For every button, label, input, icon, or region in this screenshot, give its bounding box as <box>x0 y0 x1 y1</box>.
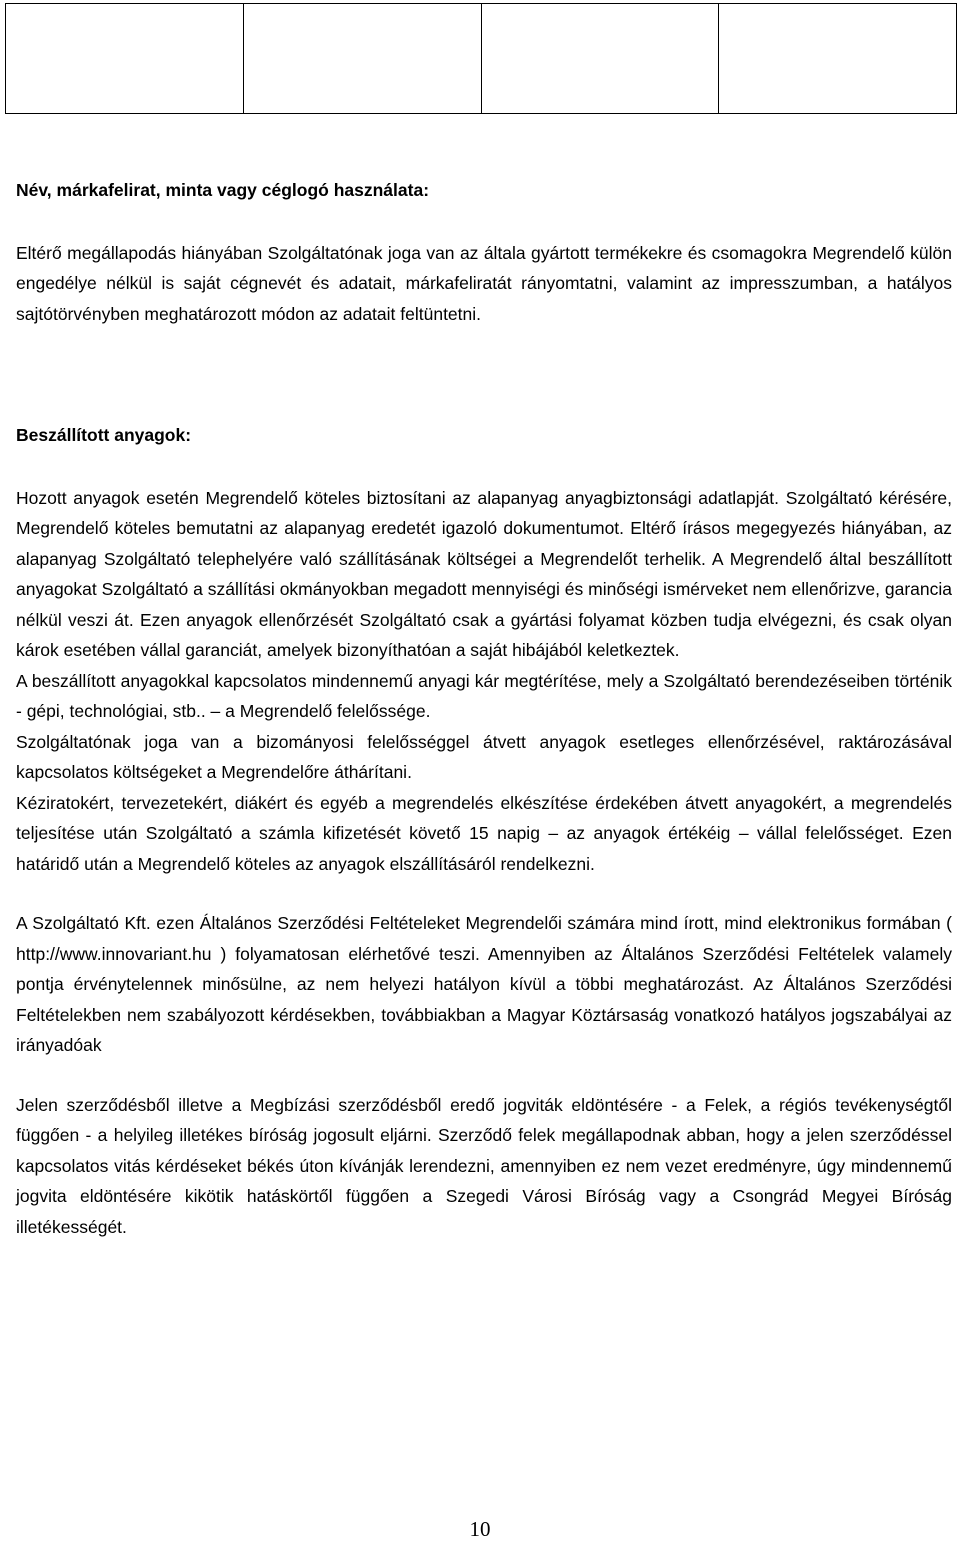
header-cell-2 <box>243 4 481 114</box>
paragraph-brand-usage: Eltérő megállapodás hiányában Szolgáltatónak joga van az általa gyártott termékekre és csomagokra Megrendelő külön engedélye nélkül is saját cégnevét és adatait, márkafeliratát rányomtatni, valamint az impresszumban, a hatályos sajtótörvényben meghatározott módon az adatait feltüntetni. <box>16 242 952 324</box>
page-number: 10 <box>469 1517 491 1541</box>
document-body <box>16 175 952 1242</box>
header-cell-4 <box>719 4 957 114</box>
paragraph-supplied-materials-4: Kéziratokért, tervezetekért, diákért és egyéb a megrendelés elkészítése érdekében átvett anyagokért, a megrendelés teljesítése után Szolgáltató a számla kifizetését követő 15 napig – az anyagok értékéig – vállal felelősséget. Ezen határidő után a Megrendelő köteles az anyagok elszállításáról rendelkezni. <box>16 792 952 874</box>
section-title-brand-usage: Név, márkafelirat, minta vagy céglogó használata: <box>16 180 430 200</box>
paragraph-supplied-materials-3: Szolgáltatónak joga van a bizományosi felelősséggel átvett anyagok esetleges ellenőrzésével, raktározásával kapcsolatos költségeket a Megrendelőre áthárítani. <box>16 731 952 782</box>
paragraph-supplied-materials-1: Hozott anyagok esetén Megrendelő köteles biztosítani az alapanyag anyagbiztonsági adatlapját. Szolgáltató kérésére, Megrendelő köteles bemutatni az alapanyag eredetét igazoló dokumentumot. Eltérő írásos megegyezés hiányában, az alapanyag Szolgáltató telephelyére való szállításának költségei a Megrendelőt terhelik. A Megrendelő által beszállított anyagokat Szolgáltató a szállítási okmányokban megadott mennyiségi és minőségi ismérveket nem ellenőrizve, garancia nélkül veszi át. Ezen anyagok ellenőrzését Szolgáltató csak a gyártási folyamat közben tudja elvégezni, és csak olyan károk esetében vállal garanciát, amelyek bizonyíthatóan a saját hibájából keletkeztek. <box>16 487 952 660</box>
header-cell-3 <box>481 4 719 114</box>
header-table <box>5 3 957 114</box>
paragraph-jurisdiction: Jelen szerződésből illetve a Megbízási szerződésből eredő jogviták eldöntésére - a Felek, a régiós tevékenységtől függően - a helyileg illetékes bíróság jogosult eljárni. Szerződő felek megállapodnak abban, hogy a jelen szerződéssel kapcsolatos vitás kérdéseket békés úton kívánják lerendezni, amennyiben ez nem vezet eredményre, úgy mindennemű jogvita eldöntésére kikötik hatáskörtől függően a Szegedi Városi Bíróság vagy a Csongrád Megyei Bíróság illetékességét. <box>16 1094 952 1237</box>
paragraph-supplied-materials-2: A beszállított anyagokkal kapcsolatos mindennemű anyagi kár megtérítése, mely a Szolgáltató berendezéseiben történik - gépi, technológiai, stb.. – a Megrendelő felelőssége. <box>16 670 952 721</box>
paragraph-general-terms: A Szolgáltató Kft. ezen Általános Szerződési Feltételeket Megrendelői számára mind írott, mind elektronikus formában ( http://www.innovariant.hu ) folyamatosan elérhetővé teszi. Amennyiben az Általános Szerződési Feltételek valamely pontja érvénytelennek minősülne, az nem helyezi hatályon kívül a többi meghatározást. Az Általános Szerződési Feltételekben nem szabályozott kérdésekben, továbbiakban a Magyar Köztársaság vonatkozó hatályos jogszabályai az irányadóak <box>16 913 952 1055</box>
header-cell-1 <box>6 4 244 114</box>
section-title-supplied-materials: Beszállított anyagok: <box>16 425 192 445</box>
